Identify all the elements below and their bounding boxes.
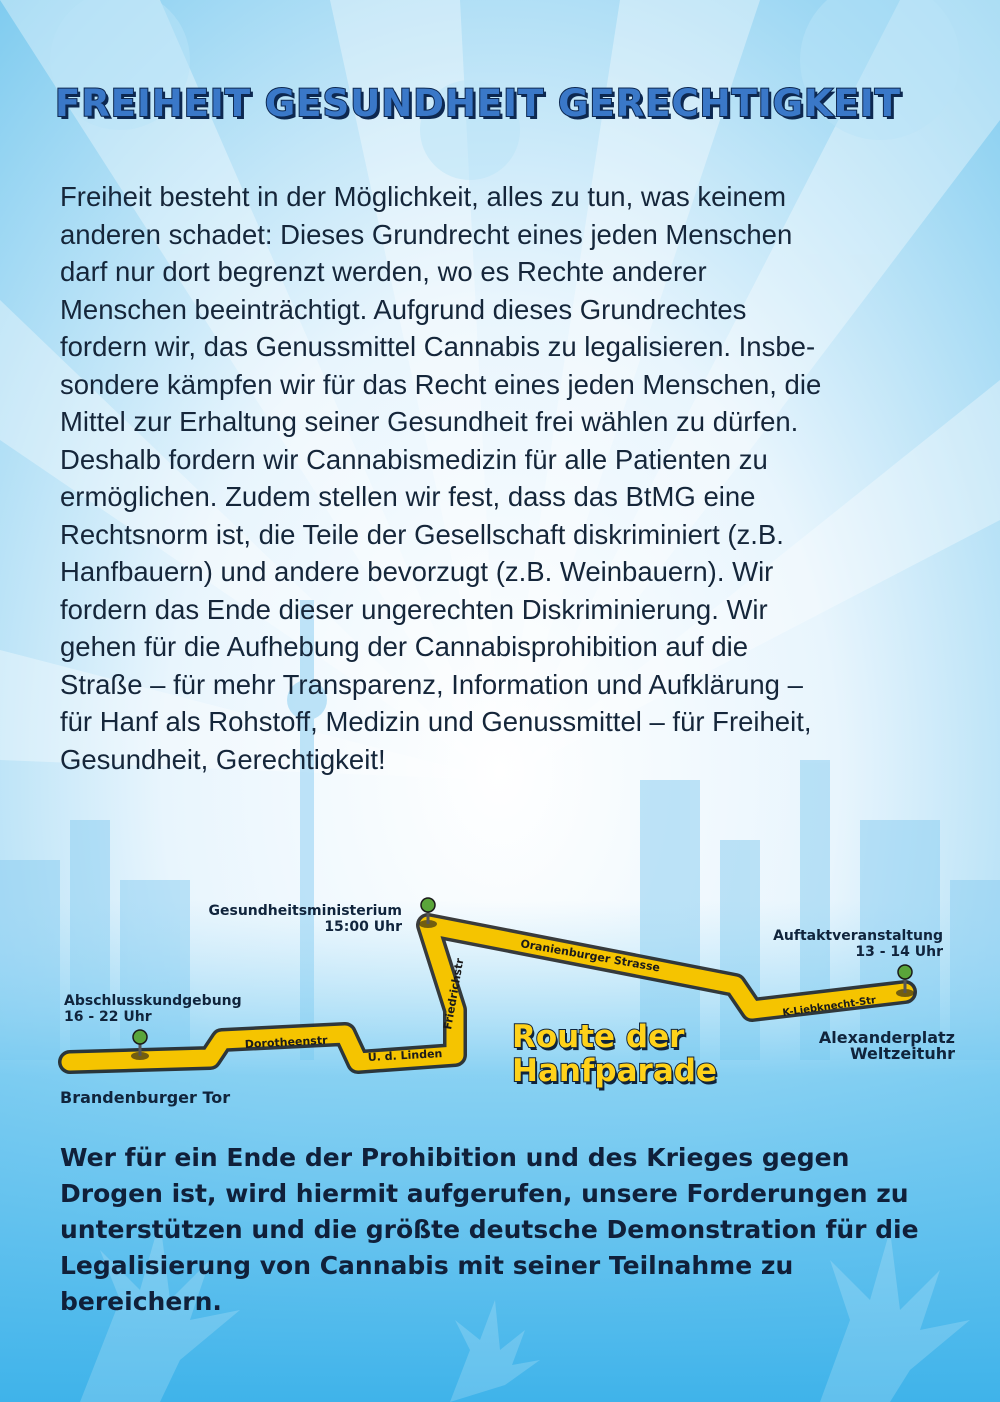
page-title: FREIHEIT GESUNDHEIT GERECHTIGKEIT [55,82,901,125]
closing-line: unterstützen und die größte deutsche Demonstration für die [60,1215,919,1244]
body-line: Menschen beeinträchtigt. Aufgrund dieses Grundrechtes [60,293,747,325]
pin-icon [419,898,437,928]
route-title-line: Hanfparade [512,1053,717,1089]
stop-time: 15:00 Uhr [324,919,402,935]
closing-line: Legalisierung von Cannabis mit seiner Teilnahme zu [60,1251,794,1280]
body-line: Hanfbauern) und andere bevorzugt (z.B. Weinbauern). Wir [60,556,774,587]
street-friedrichstr: Friedrichstr [441,957,467,1031]
closing-line: Wer für ein Ende der Prohibition und des Krieges gegen [60,1143,850,1172]
stop-name: Gesundheitsministerium [208,903,402,919]
closing-line: bereichern. [60,1287,222,1316]
body-line: fordern wir, das Genussmittel Cannabis zu legalisieren. Insbe- [60,331,816,362]
stop-name: Abschlusskundgebung [64,993,242,1009]
stop-alexanderplatz [760,1030,955,1062]
closing-line: Drogen ist, wird hiermit aufgerufen, unsere Forderungen zu [60,1179,909,1208]
body-line: anderen schadet: Dieses Grundrecht eines jeden Menschen [60,218,793,250]
body-line: darf nur dort begrenzt werden, wo es Rechte anderer [60,256,707,287]
route-title [512,1020,742,1088]
street-liebknecht: K-Liebknecht-Str [781,994,877,1019]
body-line: für Hanf als Rohstoff, Medizin und Genussmittel – für Freiheit, [60,706,812,737]
street-oranienburger: Oranienburger Strasse [519,937,661,975]
stop-ministerium [190,903,402,935]
stop-name: Auftaktveranstaltung [773,928,943,944]
body-line: Mittel zur Erhaltung seiner Gesundheit frei wählen zu dürfen. [60,406,799,437]
stop-abschluss [64,993,274,1025]
stop-brandenburger [60,1090,280,1106]
body-line: ermöglichen. Zudem stellen wir fest, dass das BtMG eine [60,481,756,512]
body-line: Deshalb fordern wir Cannabismedizin für alle Patienten zu [60,443,768,475]
body-line: gehen für die Aufhebung der Cannabisprohibition auf die [60,631,749,662]
stop-time: 13 - 14 Uhr [855,944,943,960]
stop-time: 16 - 22 Uhr [64,1009,152,1025]
body-line: fordern das Ende dieser ungerechten Diskriminierung. Wir [60,593,768,625]
stop-sub: Weltzeituhr [849,1044,955,1063]
street-linden: U. d. Linden [367,1047,443,1064]
body-line: Gesundheit, Gerechtigkeit! [60,743,386,775]
stop-auftakt [740,928,943,960]
pin-icon [131,1030,149,1060]
stop-name: Alexanderplatz [818,1028,955,1047]
closing-text [60,1140,960,1320]
street-dorotheenstr: Dorotheenstr [244,1033,328,1051]
body-line: Straße – für mehr Transparenz, Information und Aufklärung – [60,668,803,700]
body-line: Rechtsnorm ist, die Teile der Gesellschaft diskriminiert (z.B. [60,518,784,550]
body-line: Freiheit besteht in der Möglichkeit, alles zu tun, was keinem [60,181,787,212]
stop-name: Brandenburger Tor [60,1088,231,1107]
body-line: sondere kämpfen wir für das Recht eines jeden Menschen, die [60,368,822,400]
route-title-line: Route der [512,1019,685,1055]
body-text [60,178,930,778]
